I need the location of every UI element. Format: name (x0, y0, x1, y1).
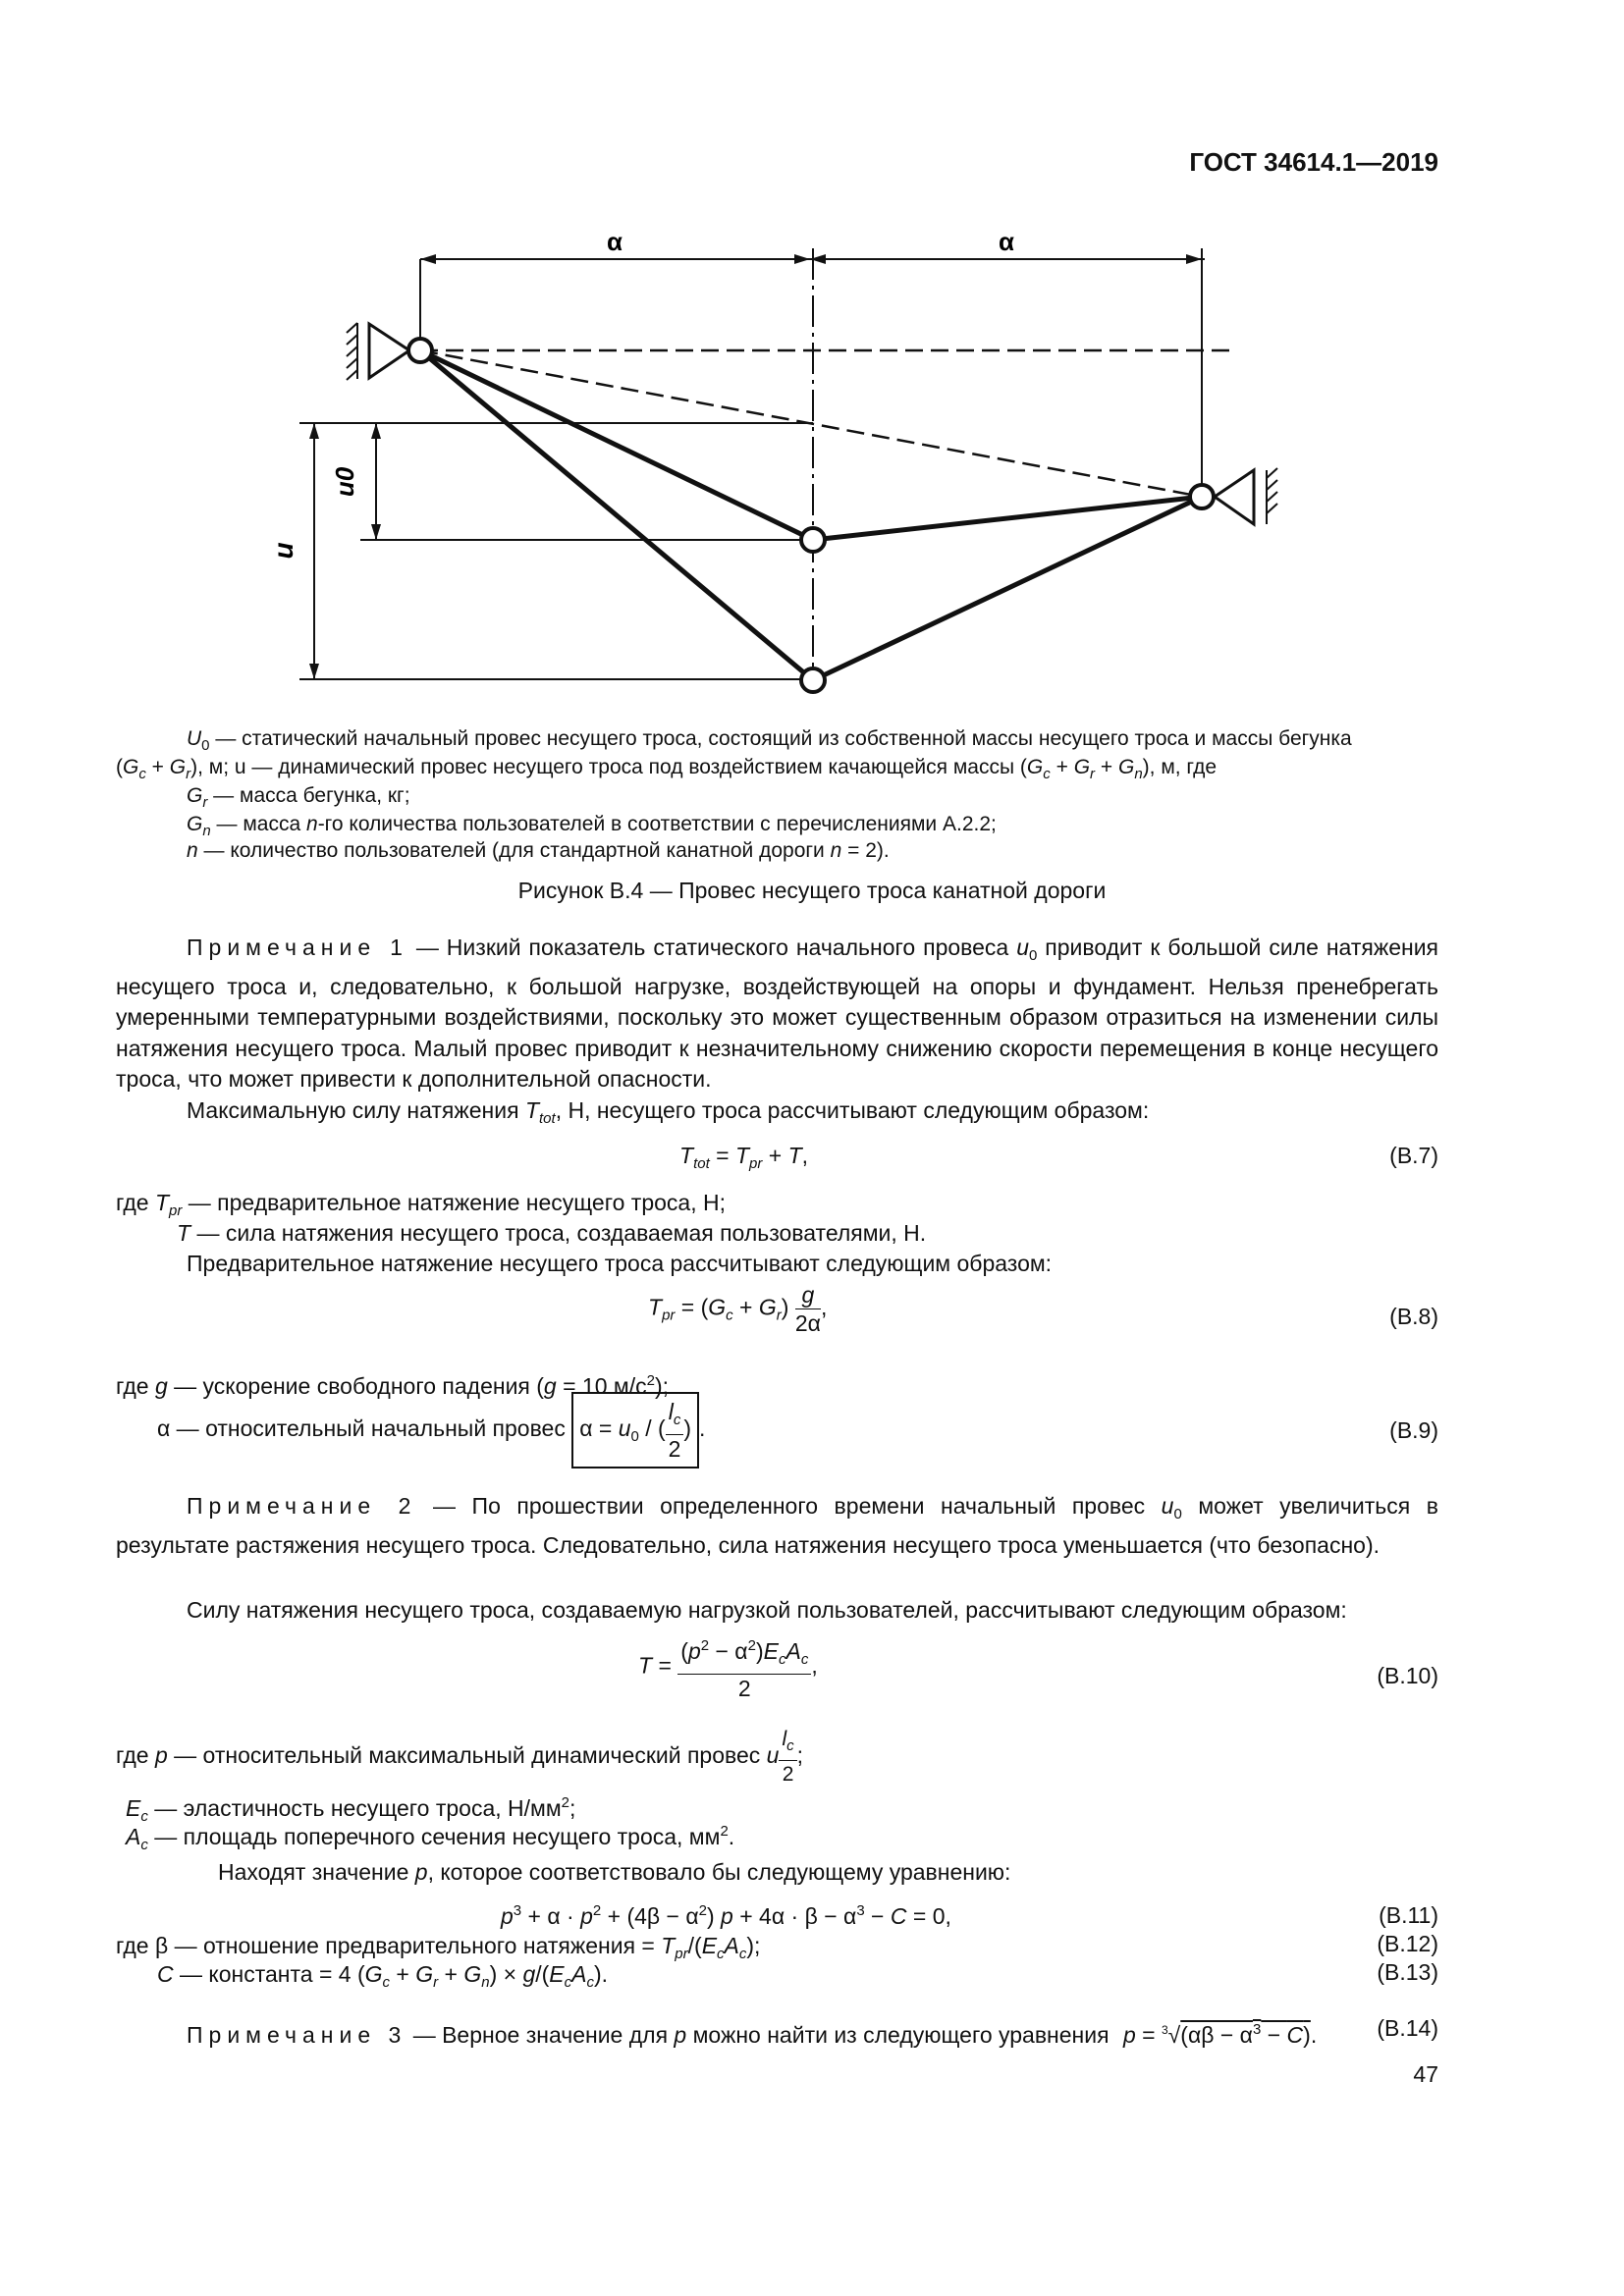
alpha-label-right: α (999, 227, 1014, 256)
equation-b8-number: (В.8) (1389, 1304, 1438, 1329)
user-load-intro: Силу натяжения несущего троса, создаваемую нагрузкой пользователей, рассчитывают следующим образом: (187, 1597, 1347, 1623)
legend-line-5: n — количество пользователей (для стандартной канатной дороги n = 2). (187, 839, 890, 862)
note-3-label: Примечание 3 (187, 2022, 407, 2048)
equation-b7: $T_{tot} = T_{pr} + T$, (679, 1143, 809, 1172)
joint-left (408, 339, 432, 362)
legend-line-3: $G_r$ — масса бегунка, кг; (187, 784, 410, 811)
note-2-label: Примечание 2 (187, 1493, 417, 1519)
equation-b14: $p = ^3√(\alpha\beta - \alpha^3 - C)$. (1122, 2021, 1318, 2048)
legend-line-2: $(G_c + G_r)$, м; u — динамический провес несущего троса под воздействием качающейся массы $(G_c + G_r + G_n)$, м, где (116, 756, 1218, 782)
joint-dynamic (801, 668, 825, 692)
legend-line-1: $U_0$ — статический начальный провес несущего троса, состоящий из собственной массы несущего троса и массы бегунка (187, 727, 1352, 754)
equation-b8: $T_{pr} = (G_c + G_r)$ $\frac{g}{2\alpha}$ , (648, 1282, 828, 1336)
max-tension-intro: Максимальную силу натяжения $T_{tot}$, Н, несущего троса рассчитывают следующим образом: (187, 1097, 1150, 1127)
note-1: Примечание 1 — Низкий показатель статического начального провеса $u_0$ приводит к большой силе натяжения несущего троса и, следовательно, к большой нагрузке, воздействующей на опоры и фундамент. Нельзя пренебрегать умеренными температурными воздействиями, поскольку это может существенным образом отразиться на изменении силы натяжения несущего троса. Малый провес приводит к незначительному снижению скорости перемещения в конце несущего троса, что может привести к дополнительной опасности. (116, 934, 1439, 1092)
equation-b10-number: (В.10) (1377, 1663, 1438, 1688)
equation-b12-number: (В.12) (1377, 1931, 1438, 1956)
equation-b9: α — относительный начальный провес $\alpha = u_0$ / ( $\frac{l_c}{2}$ ) . (157, 1392, 705, 1468)
where-p: где p — относительный максимальный динамический провес u $\frac{l_c}{2}$ ; (116, 1728, 804, 1786)
equation-b12: где β — отношение предварительного натяжения = $T_{pr}/(E_cA_c)$; (116, 1933, 761, 1962)
equation-b13: C — константа = 4 $(G_c + G_r + G_n) \times g/(E_cA_c)$. (157, 1961, 609, 1991)
legend-line-4: $G_n$ — масса n-го количества пользователей в соответствии с перечислениями А.2.2; (187, 813, 997, 839)
where-ac: $A_c$ — площадь поперечного сечения несущего троса, $мм^2$. (126, 1823, 735, 1853)
alpha-label-left: α (607, 227, 623, 256)
joint-static (801, 528, 825, 552)
equation-b10: T = $\frac{(p^2 - \alpha^2)E_cA_c}{2}$ , (638, 1632, 818, 1702)
equation-b7-number: (В.7) (1389, 1143, 1438, 1168)
note-1-label: Примечание 1 (187, 934, 408, 960)
note-2: Примечание 2 — По прошествии определенного времени начальный провес $u_0$ может увеличиться в результате растяжения несущего троса. Следовательно, сила натяжения несущего троса уменьшается (что безопасно). (116, 1493, 1438, 1558)
document-id: ГОСТ 34614.1—2019 (1189, 147, 1438, 177)
equation-b13-number: (В.13) (1377, 1959, 1438, 1985)
note-3: Примечание 3 — Верное значение для p можно найти из следующего уравнения $p = ^3√(\alpha\beta - \alpha^3 - C)$. (187, 2021, 1318, 2048)
where-g: где g — ускорение свободного падения (g = 10 $м/с^2$); (116, 1372, 670, 1399)
page-number: 47 (1413, 2061, 1438, 2087)
where-t: T — сила натяжения несущего троса, создаваемая пользователями, Н. (177, 1220, 927, 1246)
find-p-intro: Находят значение p, которое соответствовало бы следующему уравнению: (218, 1859, 1011, 1885)
equation-b11: $p^3 + \alpha \cdot p^2 + (4\beta - \alpha^2) p + 4\alpha \cdot \beta - \alpha^3 - C = 0$, (501, 1902, 951, 1929)
u-label: u (268, 542, 298, 560)
figure-title: Рисунок В.4 — Провес несущего троса канатной дороги (517, 878, 1107, 903)
where-tpr: где $T_{pr}$ — предварительное натяжение несущего троса, Н; (116, 1190, 726, 1219)
sag-diagram (268, 221, 1267, 712)
pretension-intro: Предварительное натяжение несущего троса рассчитывают следующим образом: (187, 1251, 1053, 1276)
where-ec: $E_c$ — эластичность несущего троса, $Н/мм^2$; (126, 1794, 576, 1825)
equation-b14-number: (В.14) (1377, 2015, 1438, 2041)
equation-b9-number: (В.9) (1389, 1417, 1438, 1443)
joint-right (1190, 485, 1214, 508)
equation-b11-number: (В.11) (1379, 1902, 1438, 1928)
u0-label: u0 (330, 466, 359, 498)
